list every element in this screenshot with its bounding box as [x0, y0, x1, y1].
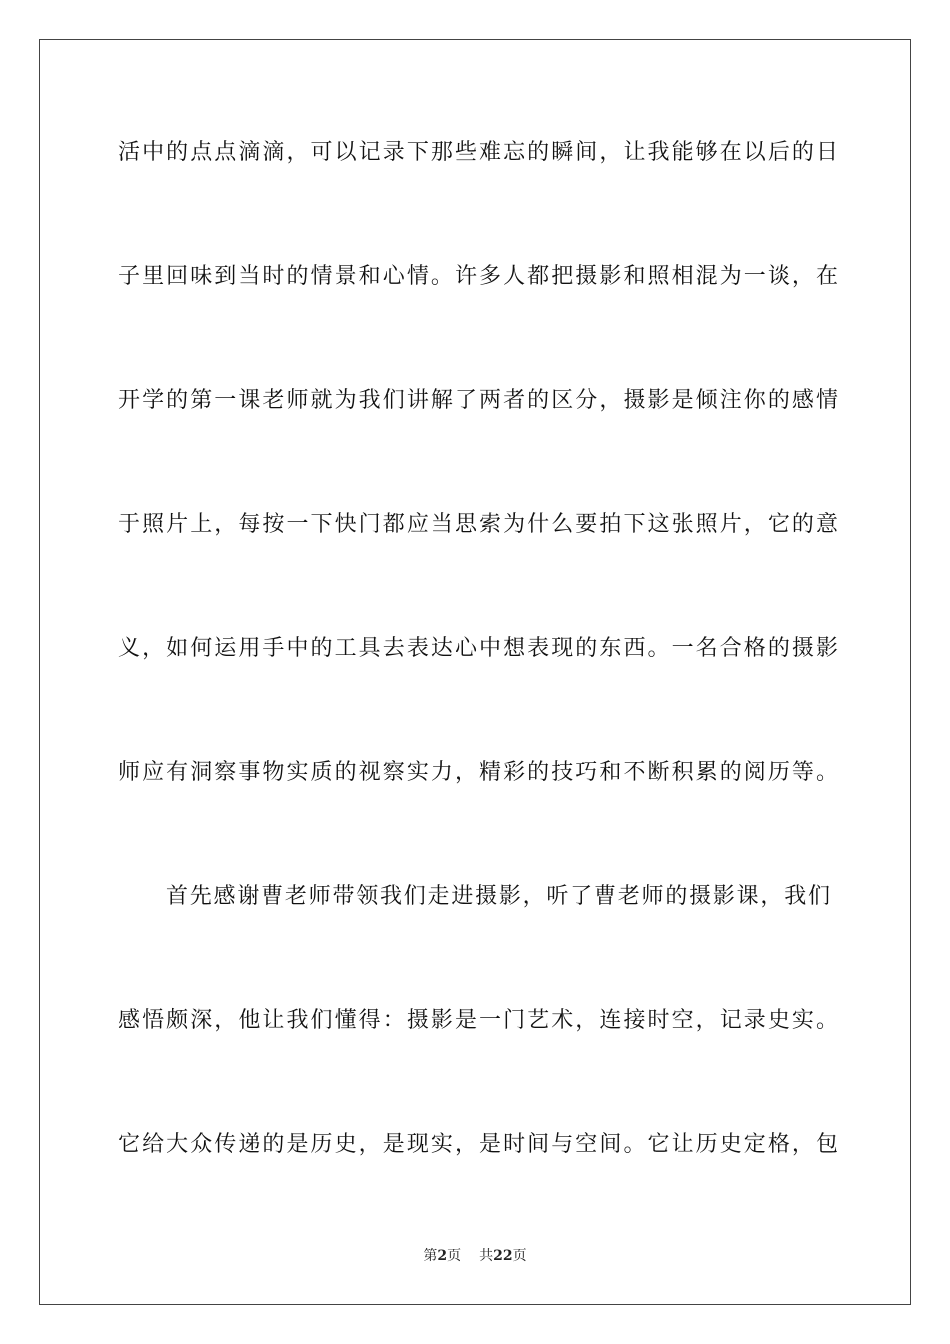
text-line-9: 它给大众传递的是历史，是现实，是时间与空间。它让历史定格，包: [118, 1132, 838, 1157]
page-prefix: 第: [423, 1248, 438, 1264]
page-number: 2: [437, 1248, 448, 1264]
total-prefix: 共: [479, 1248, 494, 1264]
total-pages: 22: [493, 1248, 513, 1264]
text-line-3: 开学的第一课老师就为我们讲解了两者的区分，摄影是倾注你的感情: [118, 388, 838, 413]
page-suffix: 页: [447, 1248, 462, 1264]
page-footer: [0, 1246, 950, 1266]
text-line-8: 感悟颇深，他让我们懂得：摄影是一门艺术，连接时空，记录史实。: [118, 1008, 838, 1033]
total-suffix: 页: [512, 1248, 527, 1264]
text-line-5: 义，如何运用手中的工具去表达心中想表现的东西。一名合格的摄影: [118, 636, 838, 661]
page-frame: [39, 39, 911, 1305]
text-line-1: 活中的点点滴滴，可以记录下那些难忘的瞬间，让我能够在以后的日: [118, 140, 838, 165]
text-line-2: 子里回味到当时的情景和心情。许多人都把摄影和照相混为一谈，在: [118, 264, 838, 289]
text-line-7-paragraph-start: 首先感谢曹老师带领我们走进摄影，听了曹老师的摄影课，我们: [166, 884, 830, 909]
text-line-4: 于照片上，每按一下快门都应当思索为什么要拍下这张照片，它的意: [118, 512, 838, 537]
text-line-6: 师应有洞察事物实质的视察实力，精彩的技巧和不断积累的阅历等。: [118, 760, 838, 785]
